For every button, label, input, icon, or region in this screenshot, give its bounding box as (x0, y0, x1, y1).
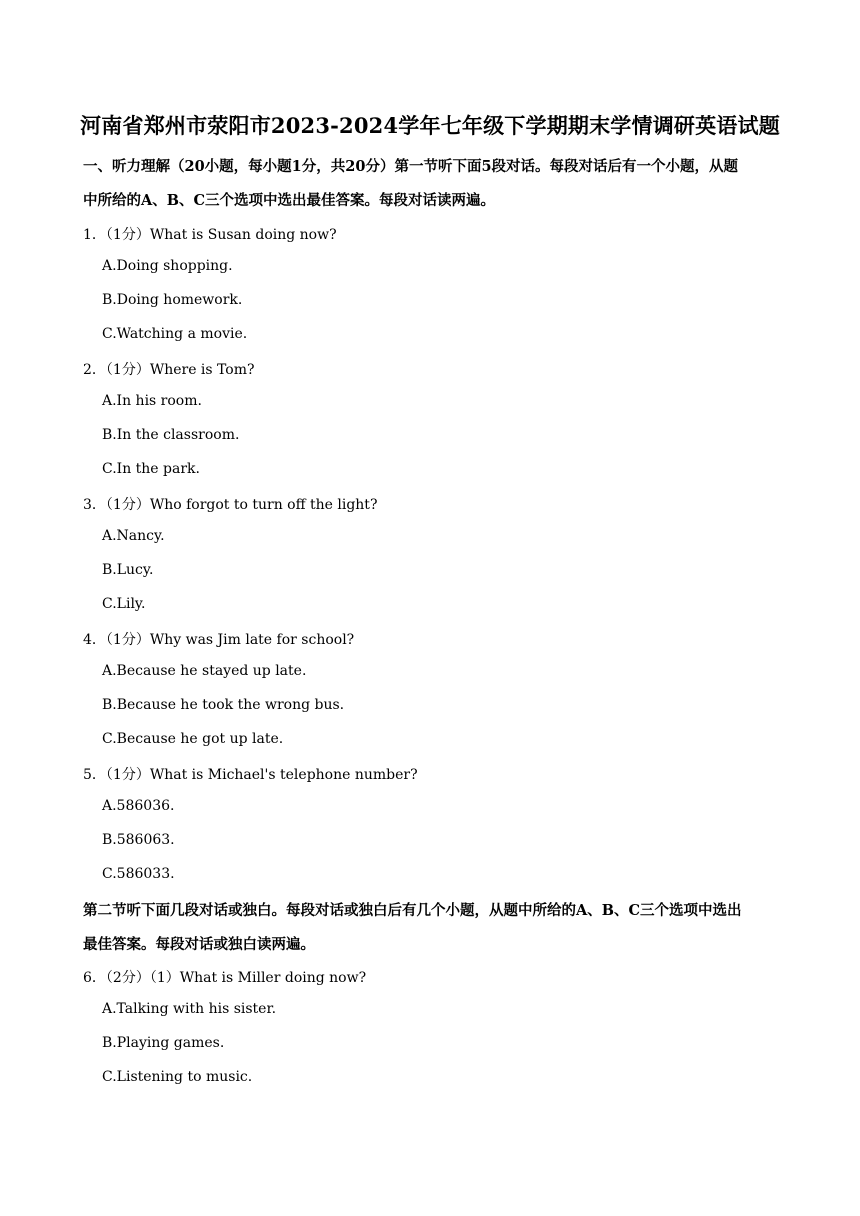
question-4-option-a: A.Because he stayed up late. (102, 663, 307, 679)
question-1-option-c: C.Watching a movie. (102, 326, 248, 342)
question-3-option-c: C.Lily. (102, 596, 146, 612)
question-2-option-c: C.In the park. (102, 461, 200, 477)
question-3-option-b: B.Lucy. (102, 562, 154, 578)
question-5-option-b: B.586063. (102, 832, 175, 848)
question-6: 6．（2分）（1）What is Miller doing now? (83, 970, 367, 986)
section1-instruction-line2: 中所给的A、B、C三个选项中选出最佳答案。每段对话读两遍。 (83, 192, 496, 209)
question-6-option-c: C.Listening to music. (102, 1069, 253, 1085)
question-5: 5．（1分）What is Michael's telephone number? (83, 767, 418, 783)
document-title: 河南省郑州市荥阳市2023-2024学年七年级下学期期末学情调研英语试题 (80, 113, 780, 138)
question-4-option-c: C.Because he got up late. (102, 731, 284, 747)
question-2-option-a: A.In his room. (102, 393, 202, 409)
question-1: 1．（1分）What is Susan doing now? (83, 227, 337, 243)
section1-instruction-line1: 一、听力理解（20小题，每小题1分，共20分）第一节听下面5段对话。每段对话后有一个小题，从题 (83, 158, 739, 175)
question-4: 4．（1分）Why was Jim late for school? (83, 632, 355, 648)
question-1-option-b: B.Doing homework. (102, 292, 243, 308)
question-6-option-b: B.Playing games. (102, 1035, 225, 1051)
question-2-option-b: B.In the classroom. (102, 427, 240, 443)
question-6-option-a: A.Talking with his sister. (102, 1001, 277, 1017)
section2-instruction-line1: 第二节听下面几段对话或独白。每段对话或独白后有几个小题，从题中所给的A、B、C三个选项中选出 (83, 902, 742, 919)
question-4-option-b: B.Because he took the wrong bus. (102, 697, 345, 713)
section2-instruction-line2: 最佳答案。每段对话或独白读两遍。 (83, 936, 315, 953)
question-5-option-a: A.586036. (102, 798, 175, 814)
question-3: 3．（1分）Who forgot to turn off the light? (83, 497, 378, 513)
question-5-option-c: C.586033. (102, 866, 175, 882)
question-2: 2．（1分）Where is Tom? (83, 362, 255, 378)
question-3-option-a: A.Nancy. (102, 528, 165, 544)
question-1-option-a: A.Doing shopping. (102, 258, 233, 274)
